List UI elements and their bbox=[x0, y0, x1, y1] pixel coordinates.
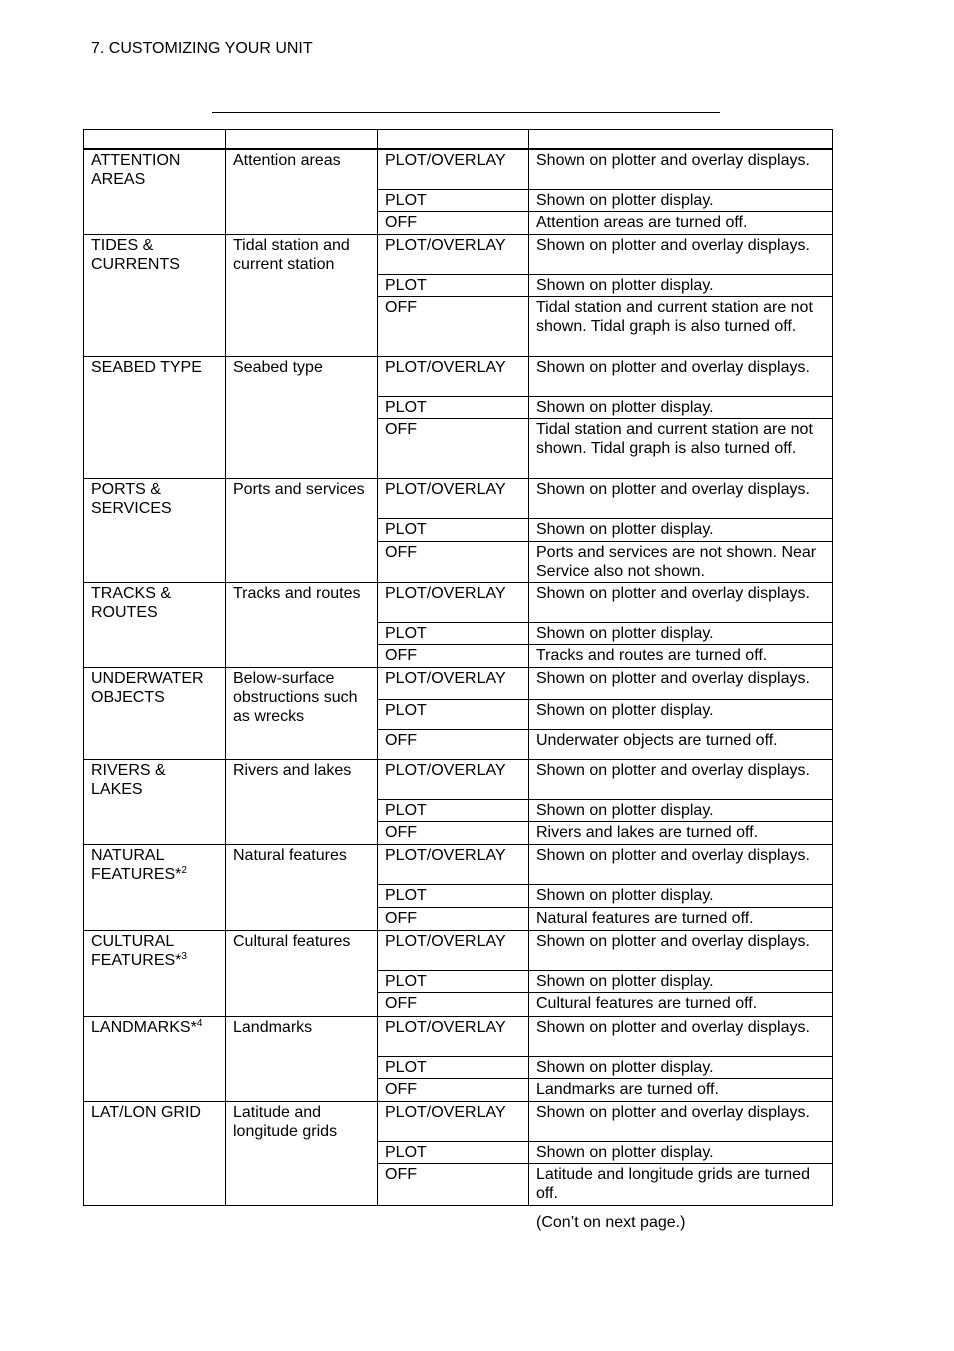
item-name: PORTS & SERVICES bbox=[91, 480, 172, 517]
table-row bbox=[84, 844, 833, 884]
setting-cell: PLOT bbox=[378, 396, 529, 418]
setting-cell: PLOT/OVERLAY bbox=[378, 1101, 529, 1141]
remarks-cell: Attention areas are turned off. bbox=[529, 211, 833, 234]
table-row bbox=[84, 234, 833, 274]
remarks-cell: Shown on plotter display. bbox=[529, 799, 833, 821]
remarks-cell: Shown on plotter and overlay displays. bbox=[529, 930, 833, 970]
item-name: NATURAL FEATURES* bbox=[91, 846, 182, 883]
remarks-cell: Shown on plotter display. bbox=[529, 396, 833, 418]
remarks-cell: Ports and services are not shown. Near Service also not shown. bbox=[529, 541, 833, 582]
remarks-cell: Shown on plotter and overlay displays. bbox=[529, 1101, 833, 1141]
item-cell bbox=[84, 667, 226, 759]
remarks-cell: Underwater objects are turned off. bbox=[529, 729, 833, 759]
table-row bbox=[84, 582, 833, 622]
setting-cell: PLOT bbox=[378, 1056, 529, 1078]
item-cell bbox=[84, 844, 226, 930]
setting-cell: OFF bbox=[378, 821, 529, 844]
description-cell: Below-surface obstructions such as wrecks bbox=[226, 667, 378, 759]
setting-cell: OFF bbox=[378, 729, 529, 759]
continued-note: (Con’t on next page.) bbox=[536, 1214, 686, 1231]
setting-cell: OFF bbox=[378, 1163, 529, 1205]
item-name: TIDES & CURRENTS bbox=[91, 236, 180, 273]
item-name: TRACKS & ROUTES bbox=[91, 584, 172, 621]
remarks-cell: Tidal station and current station are not shown. Tidal graph is also turned off. bbox=[529, 418, 833, 478]
setting-cell: PLOT bbox=[378, 699, 529, 729]
remarks-cell: Shown on plotter display. bbox=[529, 189, 833, 211]
item-cell bbox=[84, 149, 226, 234]
setting-cell: PLOT bbox=[378, 884, 529, 907]
remarks-cell: Shown on plotter and overlay displays. bbox=[529, 844, 833, 884]
item-footnote-mark: 4 bbox=[196, 1017, 203, 1029]
setting-cell: OFF bbox=[378, 907, 529, 930]
remarks-cell: Shown on plotter and overlay displays. bbox=[529, 667, 833, 699]
remarks-cell: Natural features are turned off. bbox=[529, 907, 833, 930]
item-name: ATTENTION AREAS bbox=[91, 152, 181, 188]
setting-cell: PLOT bbox=[378, 189, 529, 211]
description-cell: Attention areas bbox=[226, 149, 378, 234]
table-row bbox=[84, 930, 833, 970]
header-cell bbox=[378, 130, 529, 150]
setting-cell: PLOT bbox=[378, 622, 529, 644]
item-cell bbox=[84, 930, 226, 1016]
setting-cell: PLOT/OVERLAY bbox=[378, 149, 529, 189]
table-row bbox=[84, 1016, 833, 1056]
header-cell bbox=[529, 130, 833, 150]
description-cell: Natural features bbox=[226, 844, 378, 930]
remarks-cell: Tracks and routes are turned off. bbox=[529, 644, 833, 667]
setting-cell: OFF bbox=[378, 992, 529, 1016]
remarks-cell: Rivers and lakes are turned off. bbox=[529, 821, 833, 844]
remarks-cell: Shown on plotter display. bbox=[529, 1141, 833, 1163]
remarks-cell: Shown on plotter display. bbox=[529, 970, 833, 992]
remarks-cell: Latitude and longitude grids are turned off. bbox=[529, 1163, 833, 1205]
remarks-cell: Shown on plotter display. bbox=[529, 622, 833, 644]
item-footnote-mark: 2 bbox=[181, 864, 187, 876]
table-row bbox=[84, 667, 833, 699]
setting-cell: PLOT/OVERLAY bbox=[378, 844, 529, 884]
item-name: CULTURAL FEATURES* bbox=[91, 932, 182, 969]
remarks-cell: Shown on plotter and overlay displays. bbox=[529, 1016, 833, 1056]
description-cell: Ports and services bbox=[226, 478, 378, 582]
setting-cell: PLOT/OVERLAY bbox=[378, 356, 529, 396]
header-cell bbox=[84, 130, 226, 150]
remarks-cell: Shown on plotter display. bbox=[529, 699, 833, 729]
description-cell: Tracks and routes bbox=[226, 582, 378, 667]
setting-cell: PLOT/OVERLAY bbox=[378, 478, 529, 518]
item-cell bbox=[84, 478, 226, 582]
setting-cell: OFF bbox=[378, 418, 529, 478]
description-cell: Rivers and lakes bbox=[226, 759, 378, 844]
remarks-cell: Shown on plotter and overlay displays. bbox=[529, 149, 833, 189]
page-header: 7. CUSTOMIZING YOUR UNIT bbox=[91, 40, 313, 57]
setting-cell: PLOT/OVERLAY bbox=[378, 1016, 529, 1056]
remarks-cell: Shown on plotter display. bbox=[529, 1056, 833, 1078]
title-rule bbox=[212, 112, 720, 113]
setting-cell: PLOT bbox=[378, 518, 529, 541]
setting-cell: OFF bbox=[378, 644, 529, 667]
setting-cell: PLOT bbox=[378, 970, 529, 992]
description-cell: Seabed type bbox=[226, 356, 378, 478]
item-footnote-mark: 3 bbox=[181, 950, 187, 962]
item-cell bbox=[84, 356, 226, 478]
table-row bbox=[84, 478, 833, 518]
remarks-cell: Shown on plotter and overlay displays. bbox=[529, 582, 833, 622]
table-header bbox=[84, 130, 833, 150]
item-cell bbox=[84, 582, 226, 667]
table-body bbox=[84, 149, 833, 1205]
remarks-cell: Shown on plotter and overlay displays. bbox=[529, 759, 833, 799]
table-row bbox=[84, 1101, 833, 1141]
setting-cell: PLOT bbox=[378, 799, 529, 821]
setting-cell: OFF bbox=[378, 541, 529, 582]
item-name: UNDERWATER OBJECTS bbox=[91, 669, 204, 706]
remarks-cell: Shown on plotter and overlay displays. bbox=[529, 234, 833, 274]
chart-settings-table bbox=[83, 129, 833, 1206]
setting-cell: PLOT/OVERLAY bbox=[378, 582, 529, 622]
setting-cell: OFF bbox=[378, 1078, 529, 1101]
description-cell: Cultural features bbox=[226, 930, 378, 1016]
remarks-cell: Landmarks are turned off. bbox=[529, 1078, 833, 1101]
table-row bbox=[84, 149, 833, 189]
remarks-cell: Cultural features are turned off. bbox=[529, 992, 833, 1016]
item-cell bbox=[84, 234, 226, 356]
remarks-cell: Shown on plotter display. bbox=[529, 884, 833, 907]
table-row bbox=[84, 356, 833, 396]
setting-cell: PLOT/OVERLAY bbox=[378, 234, 529, 274]
remarks-cell: Shown on plotter and overlay displays. bbox=[529, 356, 833, 396]
setting-cell: PLOT/OVERLAY bbox=[378, 667, 529, 699]
item-name: RIVERS & LAKES bbox=[91, 761, 166, 798]
item-name: LAT/LON GRID bbox=[91, 1103, 201, 1121]
setting-cell: PLOT/OVERLAY bbox=[378, 759, 529, 799]
description-cell: Tidal station and current station bbox=[226, 234, 378, 356]
table-row bbox=[84, 759, 833, 799]
setting-cell: OFF bbox=[378, 296, 529, 356]
item-name: SEABED TYPE bbox=[91, 358, 202, 376]
item-cell bbox=[84, 1016, 226, 1101]
description-cell: Landmarks bbox=[226, 1016, 378, 1101]
description-cell: Latitude and longitude grids bbox=[226, 1101, 378, 1205]
setting-cell: PLOT/OVERLAY bbox=[378, 930, 529, 970]
remarks-cell: Shown on plotter display. bbox=[529, 518, 833, 541]
header-cell bbox=[226, 130, 378, 150]
remarks-cell: Shown on plotter and overlay displays. bbox=[529, 478, 833, 518]
remarks-cell: Shown on plotter display. bbox=[529, 274, 833, 296]
setting-cell: PLOT bbox=[378, 274, 529, 296]
setting-cell: PLOT bbox=[378, 1141, 529, 1163]
setting-cell: OFF bbox=[378, 211, 529, 234]
item-cell bbox=[84, 759, 226, 844]
remarks-cell: Tidal station and current station are not shown. Tidal graph is also turned off. bbox=[529, 296, 833, 356]
item-cell bbox=[84, 1101, 226, 1205]
item-name: LANDMARKS* bbox=[91, 1018, 197, 1036]
